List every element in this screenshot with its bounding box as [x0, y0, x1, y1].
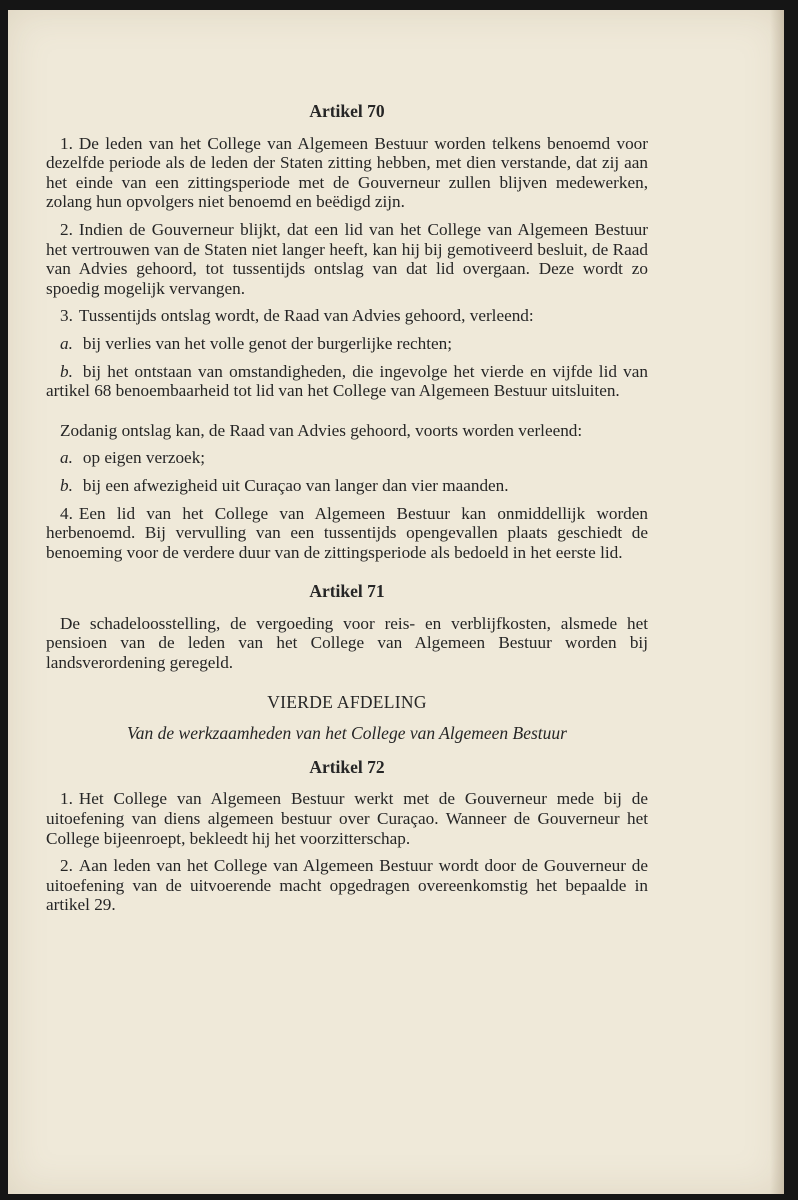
paragraph-number: 1. [60, 789, 73, 809]
paragraph-number: 2. [60, 219, 73, 239]
section-subtitle: Van de werkzaamheden van het College van Algemeen Bestuur [127, 723, 567, 744]
paragraph-text: Aan leden van het College van Algemeen Bestuur wordt door de Gouverneur de uitoefening van de uitvoerende macht opgedragen overeenkomstig het bepaalde in artikel 29. [46, 856, 648, 915]
paragraph-number: 2. [60, 856, 73, 876]
section-title: VIERDE AFDELING [267, 691, 427, 712]
item-text: op eigen verzoek; [82, 448, 206, 468]
paragraph-text: Een lid van het College van Algemeen Bestuur kan onmiddellijk worden herbenoemd. Bij vervulling van een tussentijds opengevallen plaats geschiedt de benoeming voor de verdere duur van de zittingsperiode als bedoeld in het eerste lid. [46, 503, 648, 562]
article-70-paragraph-3-continued: Zodanig ontslag kan, de Raad van Advies gehoord, voorts worden verleend: [60, 420, 583, 440]
item-label: a. [60, 448, 73, 468]
paragraph-text: Tussentijds ontslag wordt, de Raad van Advies gehoord, verleend: [78, 306, 534, 326]
article-70-paragraph-4 [46, 504, 648, 563]
paragraph-text: De leden van het College van Algemeen Bestuur worden telkens benoemd voor dezelfde periode als de leden der Staten zitting hebben, met dien verstande, dat zij aan het einde van een zittingsperiode met de Gouverneur zullen blijven medewerken, zolang hun opvolgers niet benoemd en beëdigd zijn. [46, 133, 648, 212]
item-text: bij een afwezigheid uit Curaçao van langer dan vier maanden. [82, 475, 509, 495]
document-page [8, 10, 784, 1194]
article-72-paragraph-2 [46, 856, 648, 915]
article-70-paragraph-1 [46, 134, 648, 212]
article-71-heading: Artikel 71 [309, 581, 385, 602]
article-71-paragraph: De schadeloosstelling, de vergoeding voor reis- en verblijfkosten, alsmede het pensioen van de leden van het College van Algemeen Bestuur worden bij landsverordening geregeld. [46, 613, 648, 673]
article-70-item-a [46, 334, 648, 354]
paragraph-number: 3. [60, 306, 73, 326]
article-70-paragraph-3 [46, 306, 648, 326]
item-text: bij het ontstaan van omstandigheden, die ingevolge het vierde en vijfde lid van artikel 68 benoembaarheid tot lid van het College van Algemeen Bestuur uitsluiten. [46, 361, 648, 401]
item-label: b. [60, 361, 73, 381]
page-body [46, 102, 648, 923]
item-text: bij verlies van het volle genot der burgerlijke rechten; [82, 333, 452, 353]
item-label: b. [60, 475, 73, 495]
article-72-heading: Artikel 72 [309, 756, 385, 777]
paragraph-number: 4. [60, 503, 73, 523]
paragraph-text: Indien de Gouverneur blijkt, dat een lid van het College van Algemeen Bestuur het vertrouwen van de Staten niet langer heeft, kan hij bij gemotiveerd besluit, de Raad van Advies gehoord, tot tussentijds ontslag van dat lid overgaan. Deze wordt zo spoedig mogelijk vervangen. [46, 219, 648, 298]
paragraph-text: Het College van Algemeen Bestuur werkt met de Gouverneur mede bij de uitoefening van diens algemeen bestuur over Curaçao. Wanneer de Gouverneur het College bijeenroept, bekleedt hij het voorzitterschap. [46, 789, 648, 848]
paragraph-number: 1. [60, 133, 73, 153]
article-70-item-b [46, 362, 648, 401]
article-70-item-a-own-request [46, 448, 648, 468]
article-70-heading: Artikel 70 [309, 101, 385, 121]
page-edge-shadow [770, 10, 784, 1194]
article-70-item-b-absence [46, 476, 648, 496]
article-72-paragraph-1 [46, 789, 648, 848]
item-label: a. [60, 333, 73, 353]
article-70-paragraph-2 [46, 220, 648, 298]
